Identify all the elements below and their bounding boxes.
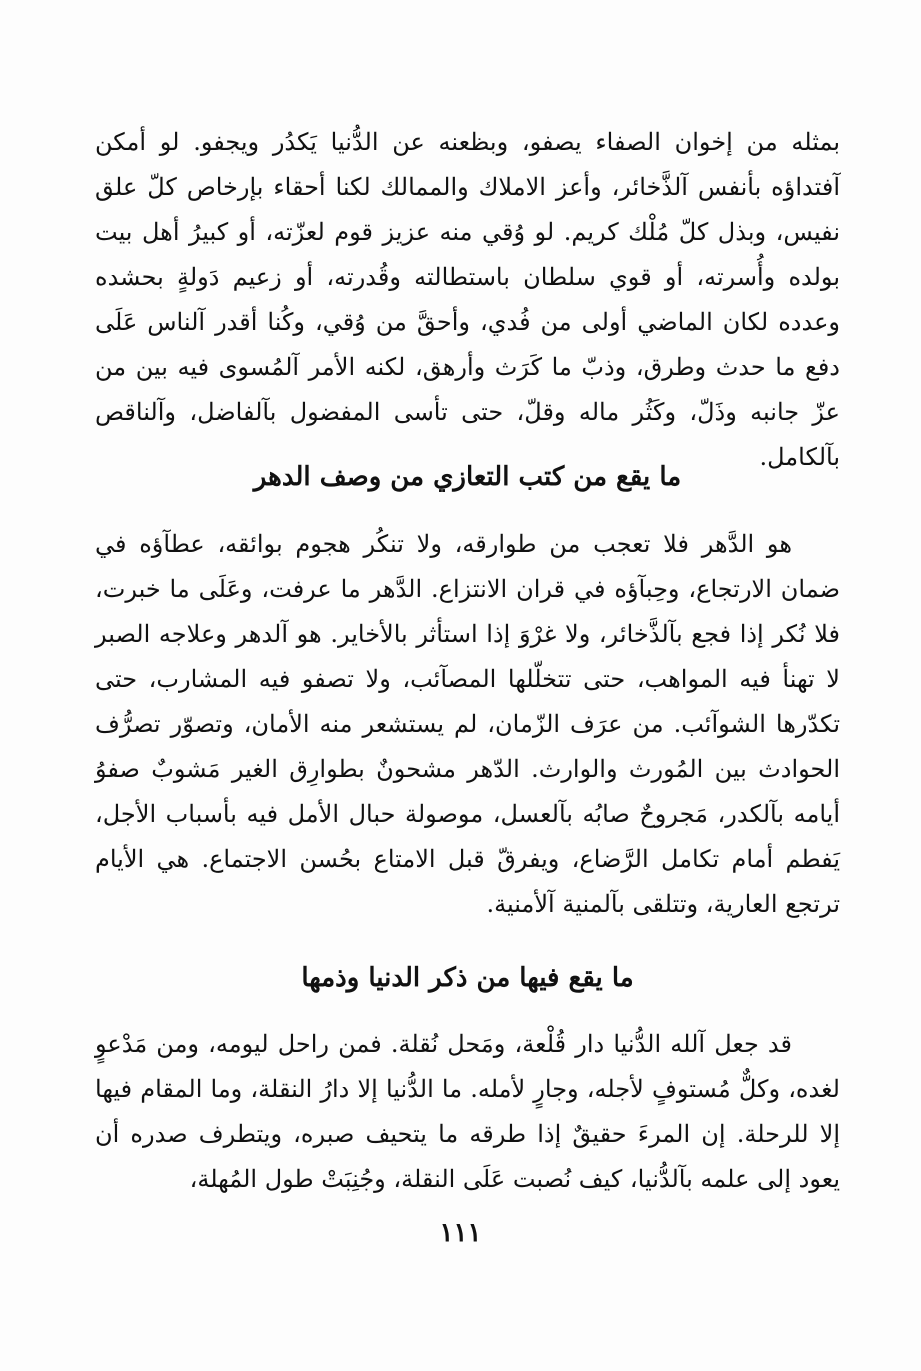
paragraph-time-description: هو الدَّهر فلا تعجب من طوارقه، ولا تنكُر هجوم بوائقه، عطآؤه في ضمان الارتجاع، وحِبآؤه في قران الانتزاع. الدَّهر ما عرفت، وعَلَى ما خبرت، فلا نُكر إذا فجع بآلذَّخائر، ولا غرْوَ إذا استأثر بالأخاير. هو آلدهر وعلاجه الصبر لا تهنأ فيه المواهب، حتى تتخلّلها المصآئب، ولا تصفو فيه المشارب، حتى تكدّرها الشوآئب. من عرَف الزّمان، لم يستشعر منه الأمان، وتصوّر تصرُّف الحوادث بين المُورث والوارث. الدّهر مشحونٌ بطوارِق الغير مَشوبٌ صفوُ أيامه بآلكدر، مَجروحٌ صابُه بآلعسل، موصولة حبال الأمل فيه بأسباب الأجل، يَفطم أمام تكامل الرَّضاع، ويفرقّ قبل الامتاع بحُسن الاجتماع. هي الأيام ترتجع العارية، وتتلقى بآلمنية آلأمنية. xyxy=(95,530,840,918)
section-heading-condolence-time: ما يقع من كتب التعازي من وصف الدهر xyxy=(253,462,682,492)
paragraph-continuation: بمثله من إخوان الصفاء يصفو، وبظعنه عن الدُّنيا يَكدُر ويجفو. لو أمكن آفتداؤه بأنفس آلذَّخائر، وأعز الاملاك والممالك لكنا أحقاء بإرخاص كلّ علق نفيس، وبذل كلّ مُلْك كريم. لو وُقي منه عزيز قوم لعزّته، أو كبيرُ أهل بيت بولده وأُسرته، أو قوي سلطان باستطالته وقُدرته، أو زعيم دَولةٍ بحشده وعدده لكان الماضي أولى من فُدي، وأحقَّ من وُقي، وكُنا أقدر آلناس عَلَى دفع ما حدث وطرق، وذبّ ما كَرَث وأرهق، لكنه الأمر آلمُسوى فيه بين من عزّ جانبه وذَلّ، وكَثُر ماله وقلّ، حتى تأسى المفضول بآلفاضل، وآلناقص بآلكامل. xyxy=(95,128,841,471)
section-heading-world-dispraise: ما يقع فيها من ذكر الدنيا وذمها xyxy=(301,963,634,993)
paragraph-world-description: قد جعل آلله الدُّنيا دار قُلْعة، ومَحل نُقلة. فمن راحل ليومه، ومن مَدْعوٍ لغده، وكلٌّ مُستوفٍ لأجله، وجارٍ لأمله. ما الدُّنيا إلا دارُ النقلة، وما المقام فيها إلا للرحلة. إن المرءَ حقيقٌ إذا طرقه ما يتحيف صبره، ويتطرف صدره أن يعود إلى علمه بآلدُّنيا، كيف نُصبت عَلَى النقلة، وجُنِبَتْ طول المُهلة، xyxy=(95,1030,840,1193)
page-number: ١١١ xyxy=(439,1218,482,1248)
